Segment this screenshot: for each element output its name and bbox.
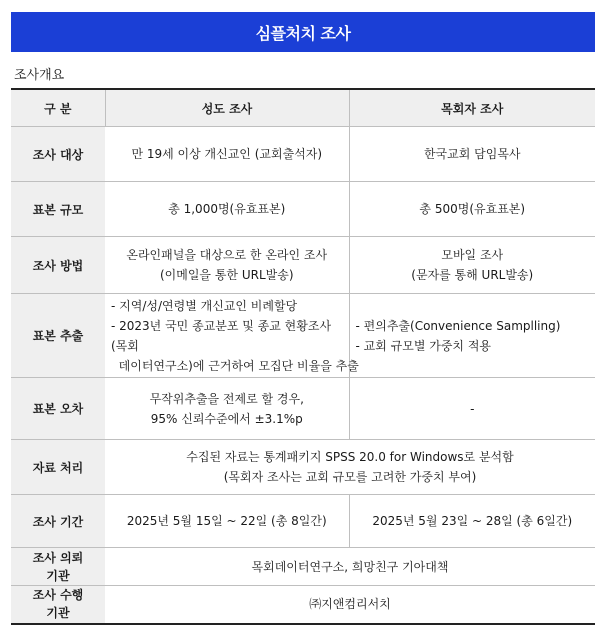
- row-label-line2: 기관: [46, 568, 70, 583]
- table-row-method: [11, 237, 595, 294]
- table-row-sampling: [11, 294, 595, 378]
- row-label: 표본 추출: [11, 294, 105, 378]
- list-item: - 교회 규모별 가중치 적용: [355, 338, 492, 353]
- page-title: 심플처치 조사: [255, 23, 351, 43]
- row-label: 조사 기간: [11, 495, 105, 548]
- list-item: 데이터연구소)에 근거하여 모집단 비율을 추출: [111, 358, 359, 373]
- row-label: [11, 548, 105, 586]
- row-label-line2: 기관: [46, 606, 70, 621]
- client-value: 목회데이터연구소, 희망친구 기아대책: [105, 548, 595, 586]
- pastors-value: 2025년 5월 23일 ~ 28일 (총 6일간): [349, 495, 595, 548]
- pastors-method-line2: (문자를 통해 URL발송): [411, 268, 534, 282]
- table-row-error: [11, 378, 595, 440]
- row-label-line1: 조사 수행: [32, 588, 84, 603]
- row-label: 자료 처리: [11, 440, 105, 495]
- table-row-processing: [11, 440, 595, 495]
- survey-overview-table: [11, 88, 595, 625]
- row-label-line1: 조사 의뢰: [32, 550, 84, 565]
- table-row-period: [11, 495, 595, 548]
- members-value: [105, 237, 349, 294]
- header-pastors: 목회자 조사: [349, 89, 595, 127]
- table-row-sample-size: [11, 182, 595, 237]
- members-value: 2025년 5월 15일 ~ 22일 (총 8일간): [105, 495, 349, 548]
- processing-value: [105, 440, 595, 495]
- members-value: [105, 294, 359, 378]
- row-label: 조사 방법: [11, 237, 105, 294]
- agency-value: ㈜지앤컴리서치: [105, 586, 595, 624]
- pastors-value: 한국교회 담임목사: [349, 127, 595, 182]
- members-value: [105, 378, 349, 440]
- row-label: 조사 대상: [11, 127, 105, 182]
- members-error-line2: 95% 신뢰수준에서 ±3.1%p: [150, 411, 303, 426]
- header-category: 구 분: [11, 89, 105, 127]
- members-value: 만 19세 이상 개신교인 (교회출석자): [105, 127, 349, 182]
- table-row-agency: [11, 586, 595, 624]
- members-value: 총 1,000명(유효표본): [105, 182, 349, 237]
- members-method-line1: 온라인패널을 대상으로 한 온라인 조사: [126, 248, 328, 262]
- list-item: - 2023년 국민 종교분포 및 종교 현황조사(목회: [111, 318, 332, 353]
- row-label: 표본 규모: [11, 182, 105, 237]
- processing-line2: (목회자 조사는 교회 규모를 고려한 가중치 부여): [223, 470, 477, 484]
- row-label: 표본 오차: [11, 378, 105, 440]
- pastors-method-line1: 모바일 조사: [441, 248, 504, 262]
- pastors-value: [349, 237, 595, 294]
- row-label: [11, 586, 105, 624]
- pastors-value: 총 500명(유효표본): [349, 182, 595, 237]
- members-method-line2: (이메일을 통한 URL발송): [159, 268, 294, 282]
- section-label: 조사개요: [14, 68, 65, 83]
- members-error-line1: 무작위추출을 전제로 할 경우,: [149, 391, 304, 406]
- list-item: - 지역/성/연령별 개신교인 비례할당: [111, 298, 298, 313]
- table-header-row: [11, 89, 595, 127]
- header-members: 성도 조사: [105, 89, 349, 127]
- table-row-target: [11, 127, 595, 182]
- processing-line1: 수집된 자료는 통계패키지 SPSS 20.0 for Windows로 분석함: [186, 450, 514, 464]
- list-item: - 편의추출(Convenience Samplling): [355, 318, 561, 333]
- pastors-value: [349, 294, 595, 378]
- table-row-client: [11, 548, 595, 586]
- page-title-banner: [11, 12, 595, 52]
- pastors-value: -: [349, 378, 595, 440]
